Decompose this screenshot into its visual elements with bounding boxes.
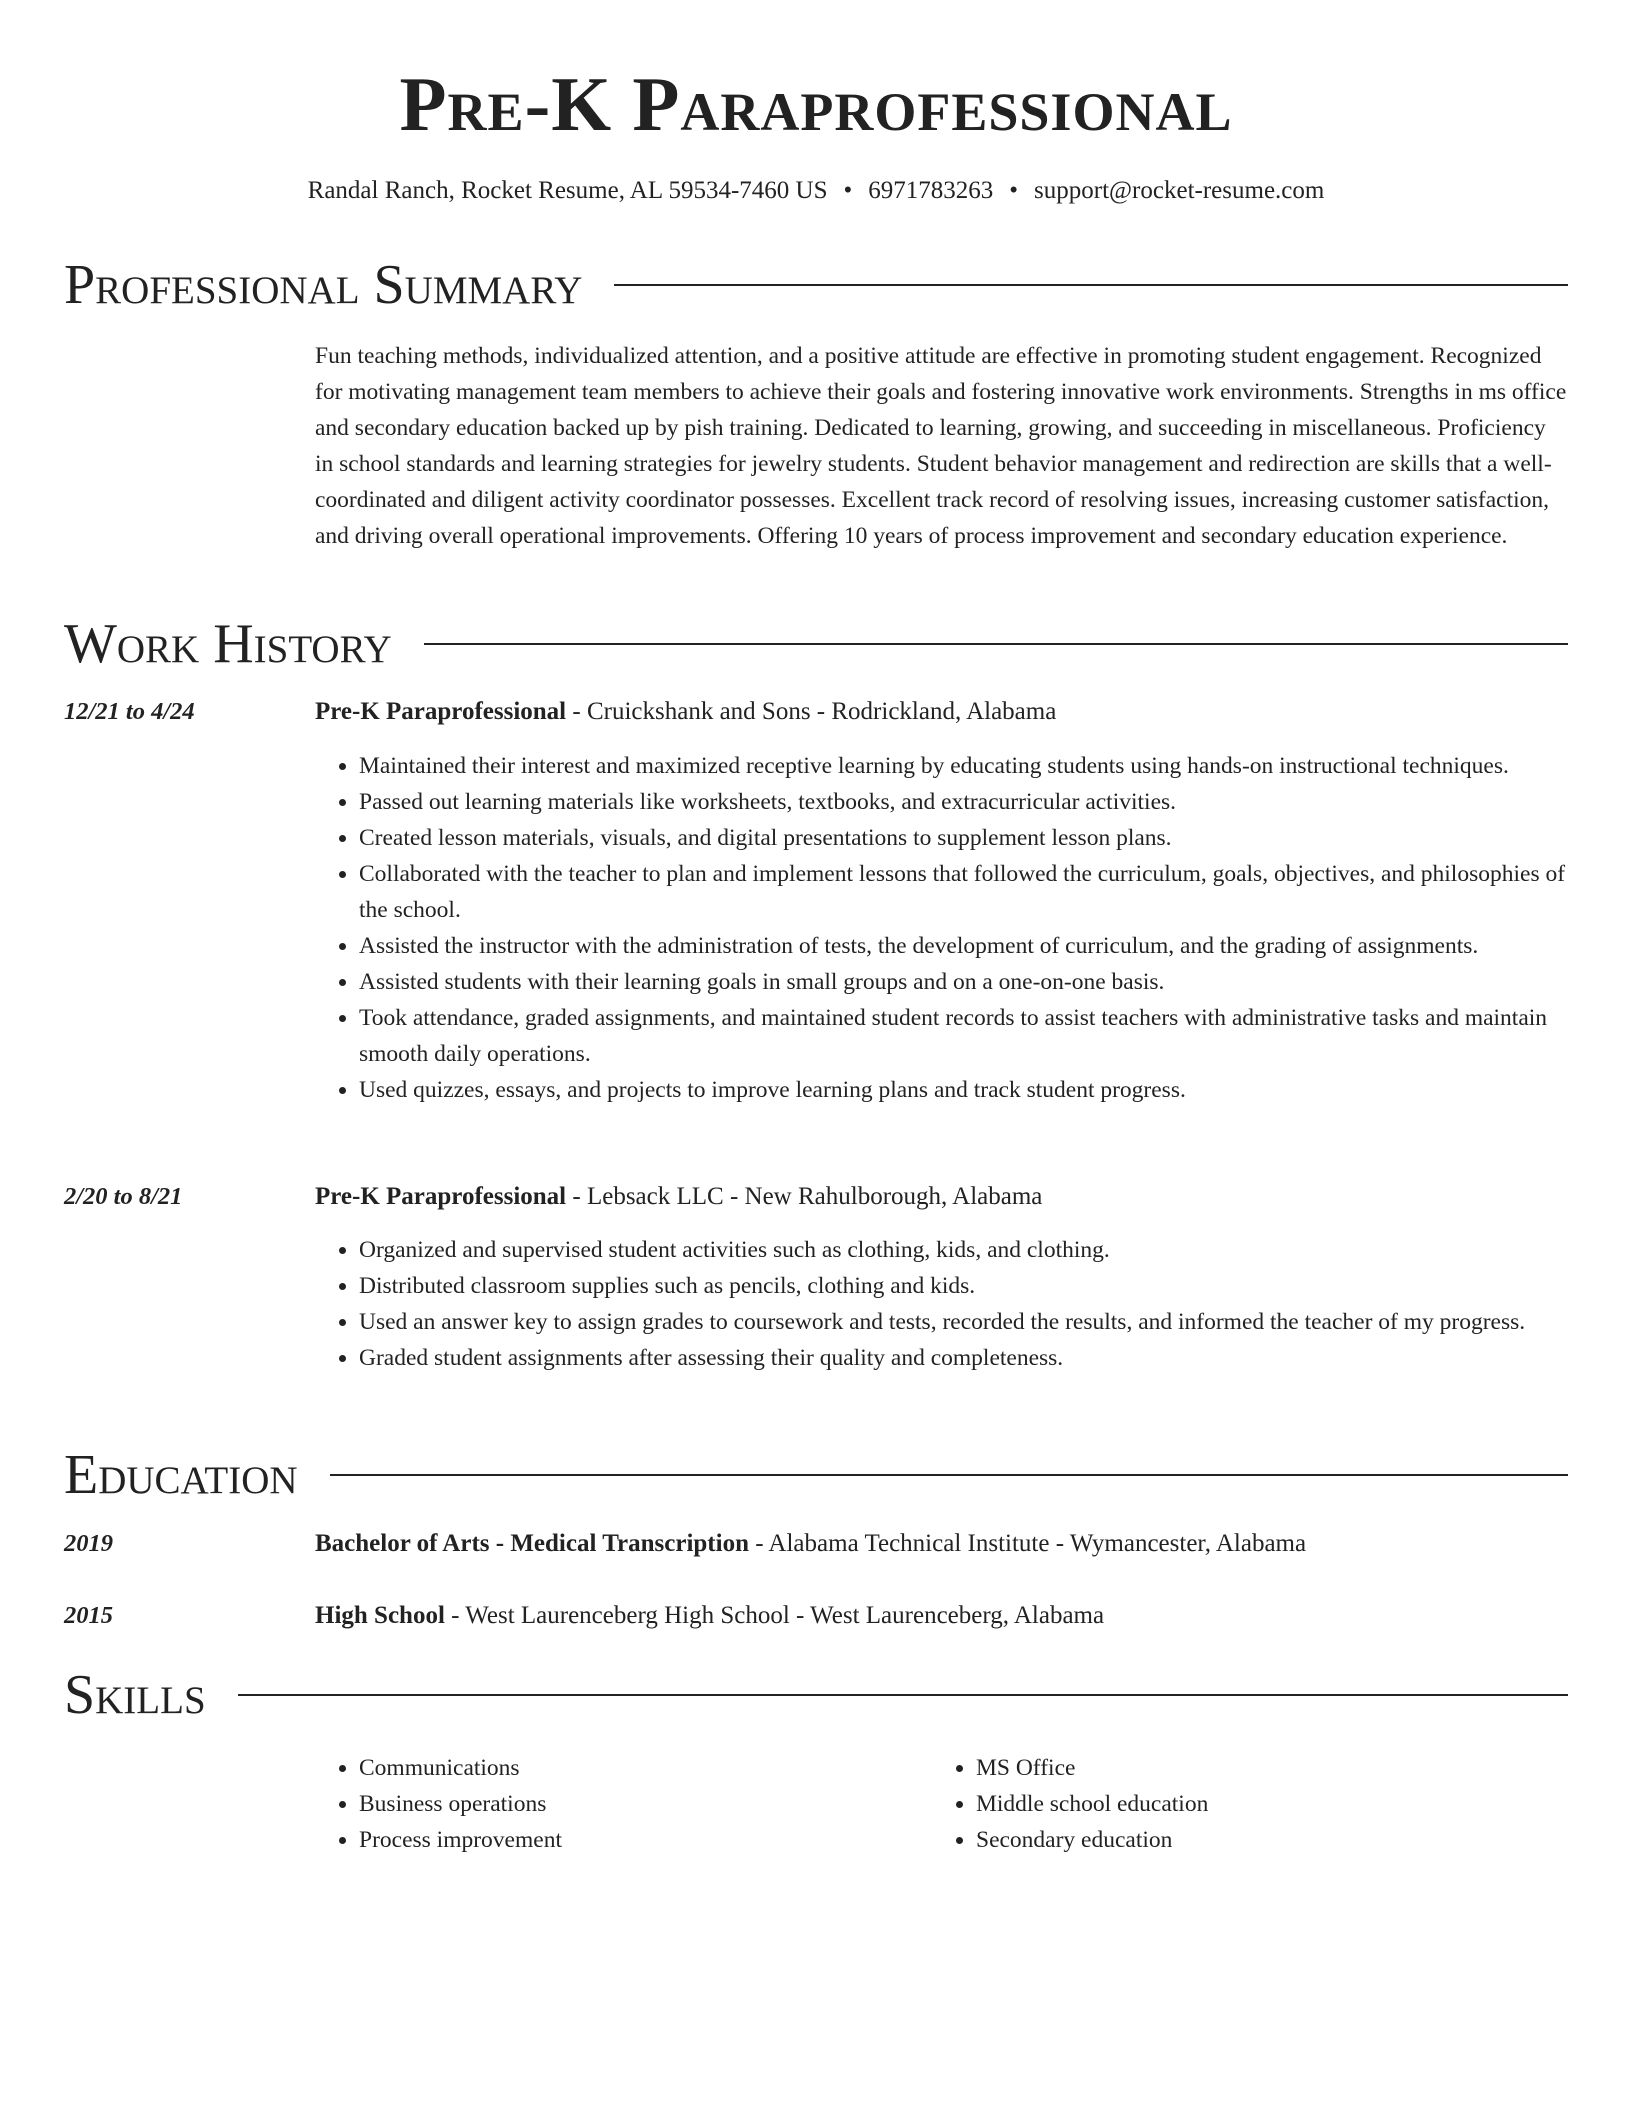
job-role: Pre-K Paraprofessional: [315, 698, 567, 725]
section-title-education: [64, 1443, 1568, 1507]
summary-text: Fun teaching methods, individualized attention, and a positive attitude are effective in promoting student engagement. Recognized for motivating management team members to achieve their goals and fostering innovative work environments. Strengths in ms office and secondary education backed up by pish training. Dedicated to learning, growing, and succeeding in miscellaneous. Proficiency in school standards and learning strategies for jewelry students. Student behavior management and redirection are skills that a well-coordinated and diligent activity coordinator possesses. Excellent track record of resolving issues, increasing customer satisfaction, and driving overall operational improvements. Offering 10 years of process improvement and secondary education experience.: [315, 343, 1567, 549]
section-divider: [238, 1694, 1568, 1696]
section-divider: [614, 284, 1568, 286]
job-bullets: [315, 748, 1568, 1108]
contact-phone: 6971783263: [868, 177, 994, 204]
section-divider: [424, 643, 1568, 645]
job-bullets: [315, 1232, 1568, 1376]
job-heading: [315, 694, 1568, 730]
education-heading: [315, 1526, 1568, 1562]
contact-address: Randal Ranch, Rocket Resume, AL 59534-7460 US: [307, 177, 828, 204]
list-item: • Passed out learning materials like worksheets, textbooks, and extracurricular activities.: [359, 784, 1568, 820]
list-item: • Created lesson materials, visuals, and digital presentations to supplement lesson plans.: [359, 820, 1568, 856]
contact-email: support@rocket-resume.com: [1034, 177, 1325, 204]
list-item: • Graded student assignments after assessing their quality and completeness.: [359, 1340, 1568, 1376]
skill-item: • Business operations: [359, 1786, 931, 1822]
job-role: Pre-K Paraprofessional: [315, 1183, 567, 1210]
contact-separator: •: [1009, 177, 1019, 204]
section-title-text: Skills: [64, 1664, 206, 1726]
section-title-text: Work History: [64, 613, 392, 675]
job-dates: 12/21 to 4/24: [64, 698, 195, 725]
education-degree: High School: [315, 1602, 445, 1629]
section-title-work-history: [64, 612, 1568, 676]
list-item: • Took attendance, graded assignments, and maintained student records to assist teachers with administrative tasks and maintain smooth daily operations.: [359, 1000, 1568, 1072]
job-heading: [315, 1179, 1568, 1215]
contact-separator: •: [843, 177, 853, 204]
education-year: 2015: [64, 1602, 113, 1629]
skills-list-right: [932, 1750, 1568, 1858]
section-title-skills: [64, 1663, 1568, 1727]
education-details: - West Laurenceberg High School - West Laurenceberg, Alabama: [444, 1602, 1105, 1629]
skill-item: • MS Office: [976, 1750, 1568, 1786]
list-item: • Organized and supervised student activities such as clothing, kids, and clothing.: [359, 1232, 1568, 1268]
list-item: • Maintained their interest and maximized receptive learning by educating students using hands-on instructional techniques.: [359, 748, 1568, 784]
section-title-text: Education: [64, 1444, 298, 1506]
skill-item: • Process improvement: [359, 1822, 931, 1858]
contact-line: [64, 174, 1568, 208]
education-heading: [315, 1598, 1568, 1634]
section-title-text: Professional Summary: [64, 254, 583, 316]
skills-list-left: [315, 1750, 931, 1858]
skill-item: • Middle school education: [976, 1786, 1568, 1822]
section-title-summary: [64, 253, 1568, 317]
education-details: - Alabama Technical Institute - Wymancester, Alabama: [748, 1530, 1307, 1557]
education-degree: Bachelor of Arts - Medical Transcription: [315, 1530, 749, 1557]
job-details: - Lebsack LLC - New Rahulborough, Alabama: [566, 1183, 1043, 1210]
list-item: • Used quizzes, essays, and projects to improve learning plans and track student progress.: [359, 1072, 1568, 1108]
education-year: 2019: [64, 1530, 113, 1557]
job-dates: 2/20 to 8/21: [64, 1183, 183, 1210]
skill-item: • Communications: [359, 1750, 931, 1786]
skill-item: • Secondary education: [976, 1822, 1568, 1858]
resume-name: Pre-K Paraprofessional: [399, 61, 1233, 147]
section-divider: [330, 1474, 1568, 1476]
list-item: • Distributed classroom supplies such as pencils, clothing and kids.: [359, 1268, 1568, 1304]
list-item: • Assisted students with their learning goals in small groups and on a one-on-one basis.: [359, 964, 1568, 1000]
list-item: • Collaborated with the teacher to plan and implement lessons that followed the curriculum, goals, objectives, and philosophies of the school.: [359, 856, 1568, 928]
list-item: • Assisted the instructor with the administration of tests, the development of curriculum, and the grading of assignments.: [359, 928, 1568, 964]
job-details: - Cruickshank and Sons - Rodrickland, Alabama: [566, 698, 1057, 725]
list-item: • Used an answer key to assign grades to coursework and tests, recorded the results, and informed the teacher of my progress.: [359, 1304, 1568, 1340]
